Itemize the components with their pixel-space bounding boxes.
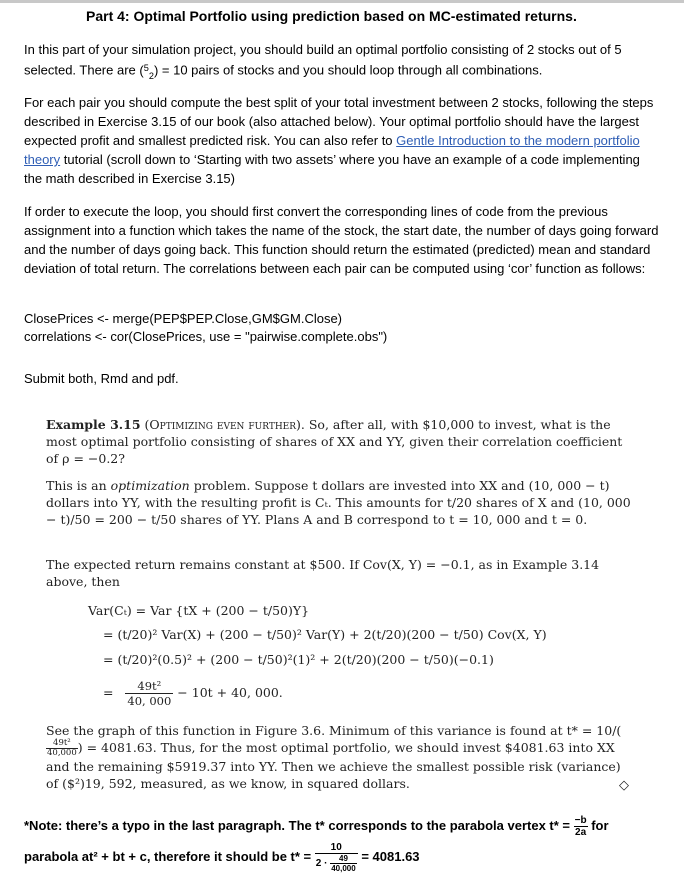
equation-line-4: = $\frac{\text{49t²}}{40, 000}$ − 10t + 40, 000. [103,679,283,708]
example-expected-return: The expected return remains constant at $500. If Cov(X, Y) = −0.1, as in Example 3.14 above, then [46,557,600,589]
code-block [24,310,660,346]
intro-text-end: = 10 pairs of stocks and you should loop through all combinations. [161,62,543,78]
end-of-example-icon: ◇ [619,777,629,792]
code-line: correlations <- cor(ClosePrices, use = "pairwise.complete.obs") [24,329,388,344]
example-subheading: (Optimizing even further). [144,417,305,432]
example-conclusion: See the graph of this function in Figure 3.6. Minimum of this variance is found at t* = 10/( $\frac{\text{49t²}}{40,000}$ ) = 4081.63. Thus, for the most optimal portfolio, we should invest $4081.63 into XX and the remaining $5919.37 into YY. Then we achieve the smallest possible risk (variance) of ($²)19, 592, measured, as we know, in squared dollars. [46,723,622,791]
method-text: For each pair you should compute the best split of your total investment between 2 stocks, following the steps described in Exercise 3.15 of our book (also attached below). Your optimal portfolio should have the largest expected profit and smallest predicted risk. You can also refer to [24,95,654,148]
code-line: ClosePrices <- merge(PEP$PEP.Close,GM$GM.Close) [24,311,343,326]
intro-text: In this part of your simulation project, you should build an optimal portfolio consisting of 2 stocks out of 5 selected. There are [24,42,622,78]
loop-paragraph: If order to execute the loop, you should first convert the corresponding lines of code from the previous assignment into a function which takes the name of the stock, the start date, the number of days going forward and the number of days going back. This function should return the estimated (predicted) mean and standard deviation of total return. The correlations between each pair can be computed using ‘cor’ function as follows: [24,204,659,276]
typo-note-line-2: parabola at² + bt + c, therefore it should be t* = 10 2 · $\frac{49}{40,000}$ = 4081.63 [24,842,420,873]
binomial-coefficient: ($^5_2$) [139,62,159,81]
typo-note-line-1: *Note: there’s a typo in the last paragraph. The t* corresponds to the parabola vertex t* = $\frac{-b}{2a}$ for [24,815,609,838]
variance-fraction: $\frac{\text{49t²}}{40, 000}$ [127,679,172,708]
equation-line-2: = (t/20)² Var(X) + (200 − t/50)² Var(Y) + 2(t/20)(200 − t/50) Cov(X, Y) [103,627,547,642]
corrected-fraction: 10 2 · $\frac{49}{40,000}$ [315,842,356,873]
vertex-formula: $\frac{-b}{2a}$ [574,815,587,838]
page-title: Part 4: Optimal Portfolio using prediction based on MC-estimated returns. [86,8,577,24]
method-text-end: tutorial (scroll down to ‘Starting with two assets’ where you have an example of a code implementing the math described in Exercise 3.15) [24,152,640,186]
optimization-term: optimization [110,478,190,493]
example-problem: This is an optimization problem. Suppose t dollars are invested into XX and (10, 000 − t) dollars into YY, with the resulting profit is Cₜ. This amounts for t/20 shares of X and (10, 000 − t)/50 = 200 − t/50 shares of YY. Plans A and B correspond to t = 10, 000 and t = 0. [46,478,631,527]
example-intro-text: So, after all, with $10,000 to invest, what is the most optimal portfolio consisting of shares of XX and YY, given their correlation coefficient of ρ = −0.2? [46,417,623,466]
vertex-fraction: $\frac{\text{49t²}}{40,000}$ [47,738,77,758]
top-border [0,0,684,3]
example-intro [46,416,634,467]
equation-line-1: Var(Cₜ) = Var {tX + (200 − t/50)Y} [88,603,310,618]
portfolio-theory-link[interactable]: Gentle Introduction to the modern portfolio theory [24,133,640,167]
method-paragraph [24,93,660,188]
equation-line-3: = (t/20)²(0.5)² + (200 − t/50)²(1)² + 2(t/20)(200 − t/50)(−0.1) [103,652,494,667]
example-heading: Example 3.15 [46,417,141,432]
intro-paragraph [24,40,660,86]
submit-instruction: Submit both, Rmd and pdf. [24,371,179,386]
